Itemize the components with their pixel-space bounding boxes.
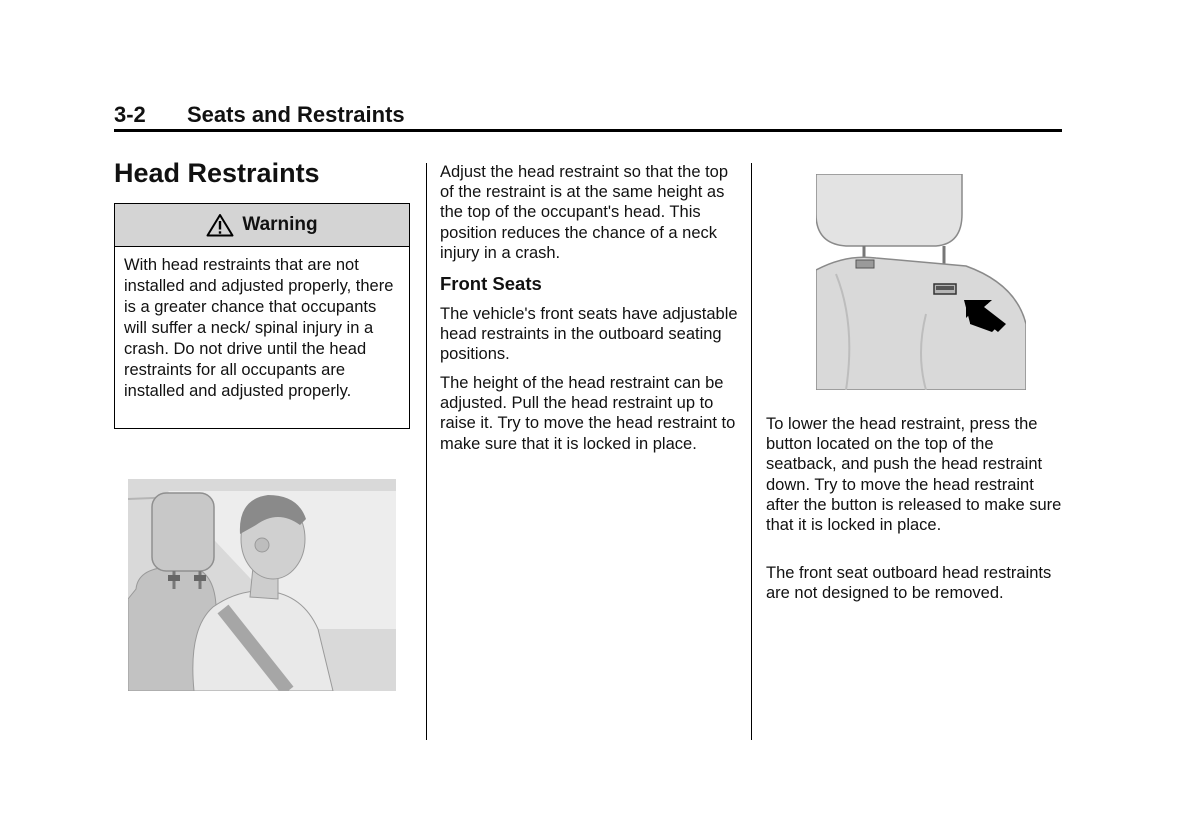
not-removable-paragraph: The front seat outboard head restraints are not designed to be removed. (766, 564, 1052, 603)
page-header (114, 101, 1062, 132)
occupant-head-restraint-illustration (128, 479, 396, 691)
front-seats-heading: Front Seats (440, 273, 542, 294)
warning-text: With head restraints that are not installed and adjusted properly, there is a greater chance that occupants will suffer a neck/ spinal injury in a crash. Do not drive until the head restraints for all occupants are installed and adjusted properly. (124, 256, 394, 400)
warning-box (114, 203, 410, 429)
front-seats-paragraph: The vehicle's front seats have adjustable head restraints in the outboard seating positions. (440, 305, 738, 364)
page-number: 3-2 (114, 102, 146, 127)
warning-title: Warning (242, 214, 318, 235)
warning-header (115, 204, 409, 247)
column-divider-right (751, 163, 752, 740)
chapter-title: Seats and Restraints (187, 102, 405, 127)
column-divider-left (426, 163, 427, 740)
adjust-paragraph: Adjust the head restraint so that the top of the restraint is at the same height as the top of the occupant's head. This position reduces the chance of a neck injury in a crash. (440, 163, 729, 262)
warning-triangle-icon (206, 213, 234, 237)
lower-restraint-paragraph: To lower the head restraint, press the button located on the top of the seatback, and push the head restraint down. Try to move the head restraint after the button is released to make sure that it is locked in place. (766, 415, 1062, 535)
section-title: Head Restraints (114, 158, 320, 188)
height-adjust-paragraph: The height of the head restraint can be adjusted. Pull the head restraint up to raise it. Try to move the head restraint to make sure that it is locked in place. (440, 374, 736, 453)
head-restraint-button-illustration (816, 174, 1026, 390)
